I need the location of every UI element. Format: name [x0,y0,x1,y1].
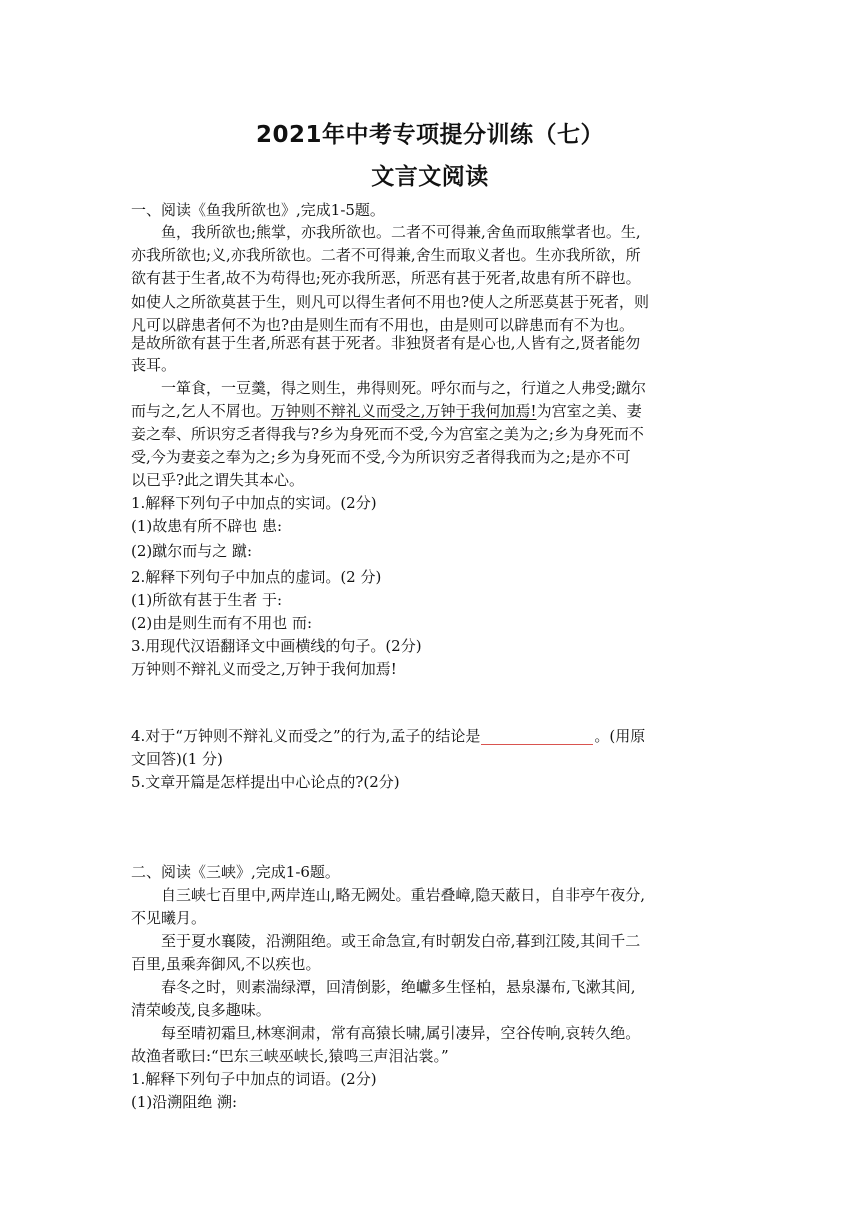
question-4 [131,726,645,746]
passage1-line: 欲有甚于生者,故不为苟得也;死亦我所恶，所恶有甚于死者,故患有所不辟也。 [131,269,641,287]
passage2-line: 春冬之时，则素湍绿潭，回清倒影，绝巘多生怪柏，悬泉瀑布,飞漱其间, [161,978,636,996]
underlined-sentence: 万钟则不辩礼义而受之,万钟于我何加焉! [270,402,537,420]
section2-question-1: 1.解释下列句子中加点的词语。(2分) [131,1070,377,1088]
answer-blank[interactable] [481,728,593,745]
question-3-sentence: 万钟则不辩礼义而受之,万钟于我何加焉! [131,660,397,678]
question-4-text: 。(用原 [594,727,646,745]
question-2b: (2)由是则生而有不用也 而: [131,614,313,632]
passage2-line: 故渔者歌曰:“巴东三峡巫峡长,猿鸣三声泪沾裳。” [131,1047,449,1065]
passage1-line: 一箪食，一豆羹，得之则生，弗得则死。呼尔而与之，行道之人弗受;蹴尔 [161,379,647,397]
passage2-line: 每至晴初霜旦,林寒涧肃，常有高猿长啸,属引凄异，空谷传响,哀转久绝。 [161,1024,641,1042]
worksheet-title: 2021年中考专项提分训练（七） [255,122,604,148]
section2-question-1a: (1)沿溯阻绝 溯: [131,1093,238,1111]
section1-heading: 一、阅读《鱼我所欲也》,完成1-5题。 [131,201,385,219]
passage1-line: 鱼，我所欲也;熊掌，亦我所欲也。二者不可得兼,舍鱼而取熊掌者也。生, [161,223,641,241]
worksheet-subtitle: 文言文阅读 [371,164,489,190]
passage1-text: 为宫室之美、妻 [536,402,642,420]
question-4-text: 4.对于“万钟则不辩礼义而受之”的行为,孟子的结论是 [131,727,481,745]
passage1-line: 是故所欲有甚于生者,所恶有甚于死者。非独贤者有是心也,人皆有之,贤者能勿 [131,334,641,352]
passage1-line: 丧耳。 [131,356,177,374]
question-1b: (2)蹴尔而与之 蹴: [131,542,253,560]
passage1-line: 凡可以辟患者何不为也?由是则生而有不用也，由是则可以辟患而有不为也。 [131,316,635,334]
passage1-text: 而与之,乞人不屑也。 [131,402,271,420]
question-2a: (1)所欲有甚于生者 于: [131,591,283,609]
passage1-line: 受,今为妻妾之奉为之;乡为身死而不受,今为所识穷乏者得我而为之;是亦不可 [131,448,631,466]
passage1-line: 以已乎?此之谓失其本心。 [131,471,305,489]
passage1-line [131,401,642,421]
question-4-continued: 文回答)(1 分) [131,750,223,768]
question-5: 5.文章开篇是怎样提出中心论点的?(2分) [131,773,400,791]
passage1-line: 妾之奉、所识穷乏者得我与?乡为身死而不受,今为宫室之美为之;乡为身死而不 [131,425,644,443]
question-1: 1.解释下列句子中加点的实词。(2分) [131,494,377,512]
passage1-line: 亦我所欲也;义,亦我所欲也。二者不可得兼,舍生而取义者也。生亦我所欲，所 [131,246,641,264]
question-3: 3.用现代汉语翻译文中画横线的句子。(2分) [131,637,422,655]
question-1a: (1)故患有所不辟也 患: [131,517,283,535]
passage2-line: 不见曦月。 [131,909,207,927]
passage2-line: 自三峡七百里中,两岸连山,略无阙处。重岩叠嶂,隐天蔽日，自非亭午夜分, [161,886,646,904]
passage1-line: 如使人之所欲莫甚于生，则凡可以得生者何不用也?使人之所恶莫甚于死者，则 [131,293,650,311]
section2-heading: 二、阅读《三峡》,完成1-6题。 [131,863,340,881]
passage2-line: 清荣峻茂,良多趣味。 [131,1001,271,1019]
passage2-line: 至于夏水襄陵，沿溯阻绝。或王命急宣,有时朝发白帝,暮到江陵,其间千二 [161,932,641,950]
passage2-line: 百里,虽乘奔御风,不以疾也。 [131,955,321,973]
question-2: 2.解释下列句子中加点的虚词。(2 分) [131,568,382,586]
